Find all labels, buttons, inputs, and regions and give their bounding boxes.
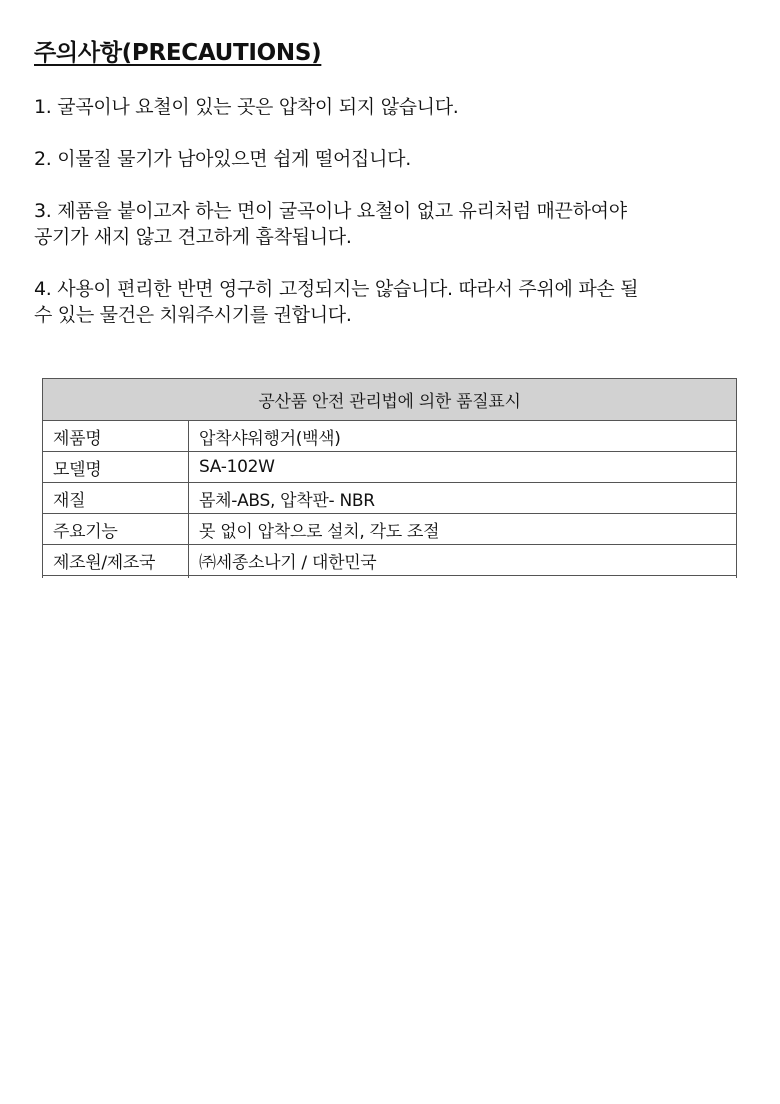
row-label: 모델명 bbox=[43, 452, 189, 483]
row-value: 압착샤워행거(백색) bbox=[189, 421, 737, 452]
table-row bbox=[43, 483, 737, 514]
table-row bbox=[43, 421, 737, 452]
precaution-item bbox=[34, 146, 748, 172]
table-row bbox=[43, 514, 737, 545]
table-tail-cell bbox=[43, 576, 189, 579]
table-row bbox=[43, 545, 737, 576]
precaution-item bbox=[34, 94, 748, 120]
precaution-text: 2. 이물질 물기가 남아있으면 쉽게 떨어집니다. bbox=[34, 148, 411, 170]
quality-label-table bbox=[42, 378, 737, 578]
table-header: 공산품 안전 관리법에 의한 품질표시 bbox=[43, 379, 737, 421]
precaution-text: 수 있는 물건은 치워주시기를 권합니다. bbox=[34, 304, 352, 326]
row-value: ㈜세종소나기 / 대한민국 bbox=[189, 545, 737, 576]
table-header-row bbox=[43, 379, 737, 421]
row-value: 몸체-ABS, 압착판- NBR bbox=[189, 483, 737, 514]
page-title: 주의사항(PRECAUTIONS) bbox=[34, 40, 322, 66]
row-value: 못 없이 압착으로 설치, 각도 조절 bbox=[189, 514, 737, 545]
precaution-text: 공기가 새지 않고 견고하게 흡착됩니다. bbox=[34, 226, 352, 248]
row-label: 주요기능 bbox=[43, 514, 189, 545]
precaution-text: 1. 굴곡이나 요철이 있는 곳은 압착이 되지 않습니다. bbox=[34, 96, 459, 118]
row-label: 재질 bbox=[43, 483, 189, 514]
table-tail-row bbox=[43, 576, 737, 579]
precautions-list bbox=[34, 94, 748, 354]
row-value: SA-102W bbox=[189, 452, 737, 483]
row-label: 제조원/제조국 bbox=[43, 545, 189, 576]
table-tail-cell bbox=[189, 576, 737, 579]
precaution-item bbox=[34, 198, 748, 250]
row-label: 제품명 bbox=[43, 421, 189, 452]
table-row bbox=[43, 452, 737, 483]
precaution-item bbox=[34, 276, 748, 328]
precaution-text: 4. 사용이 편리한 반면 영구히 고정되지는 않습니다. 따라서 주위에 파손 될 bbox=[34, 278, 639, 300]
precaution-text: 3. 제품을 붙이고자 하는 면이 굴곡이나 요철이 없고 유리처럼 매끈하여야 bbox=[34, 200, 627, 222]
